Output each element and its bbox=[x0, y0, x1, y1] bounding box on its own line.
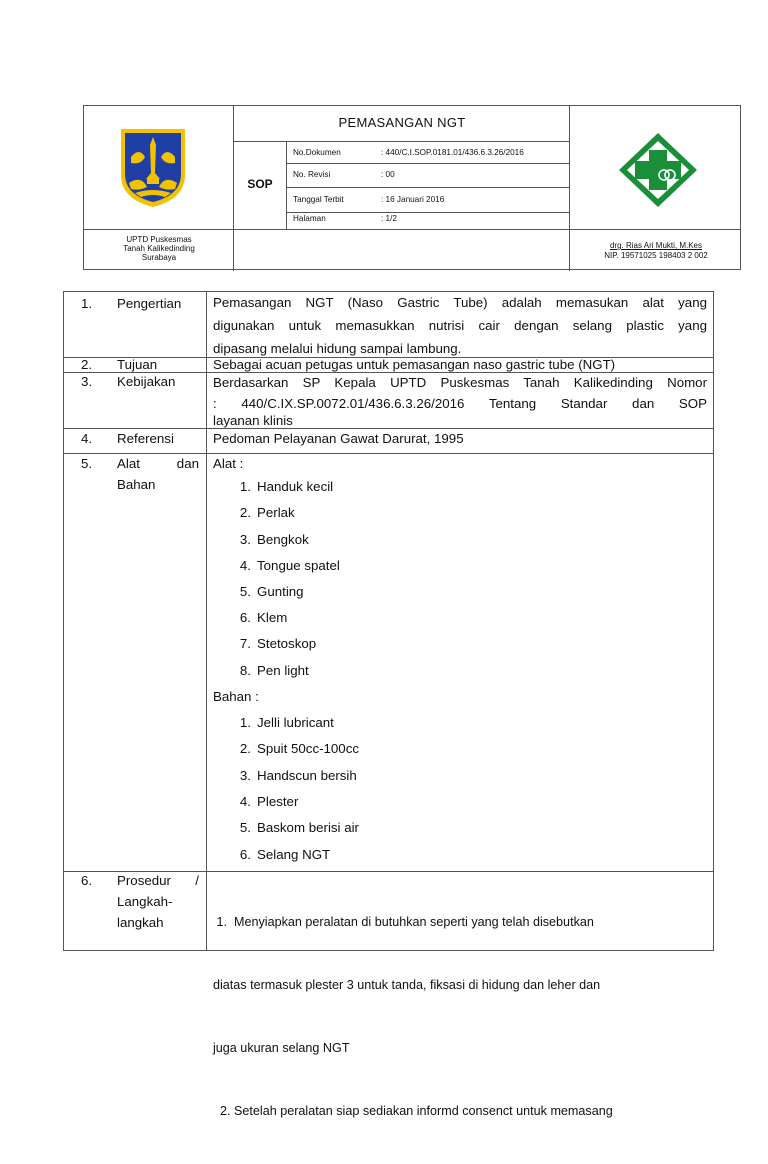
list-number: 5. bbox=[239, 584, 251, 599]
kebijakan-text bbox=[213, 372, 707, 428]
pengertian-text bbox=[213, 291, 707, 360]
row-label-referensi: Referensi bbox=[117, 431, 174, 446]
org-line: Surabaya bbox=[141, 253, 177, 262]
meta-revision bbox=[287, 163, 570, 187]
list-number: 5. bbox=[239, 820, 251, 835]
signer-nip: NIP. 19571025 198403 2 002 bbox=[604, 251, 708, 260]
list-number: 6. bbox=[239, 610, 251, 625]
list-number: 2. bbox=[239, 505, 251, 520]
list-text: Gunting bbox=[257, 584, 304, 599]
signer-block bbox=[570, 241, 742, 261]
list-text: Klem bbox=[257, 610, 288, 625]
text-line: juga ukuran selang NGT bbox=[213, 1041, 350, 1055]
signer-name: drg. Rias Ari Mukti, M.Kes bbox=[609, 241, 703, 250]
list-number: 6. bbox=[239, 847, 251, 862]
row-label-prosedur-line2: Langkah- bbox=[117, 894, 173, 909]
organization-name bbox=[84, 235, 234, 262]
row-label-kebijakan: Kebijakan bbox=[117, 374, 176, 389]
alat-heading: Alat : bbox=[213, 456, 244, 471]
bahan-heading: Bahan : bbox=[213, 689, 259, 704]
list-text: Tongue spatel bbox=[257, 558, 340, 573]
sop-header-table bbox=[83, 105, 741, 270]
prosedur-text bbox=[213, 870, 707, 1164]
row-number: 2. bbox=[81, 357, 93, 372]
row-number: 5. bbox=[81, 456, 93, 471]
list-number: 1. bbox=[239, 479, 251, 494]
meta-label: No.Dokumen bbox=[293, 148, 341, 157]
list-text: Spuit 50cc-100cc bbox=[257, 741, 359, 756]
sop-content-table bbox=[63, 291, 714, 1118]
row-number: 1. bbox=[81, 296, 93, 311]
meta-label: No. Revisi bbox=[293, 170, 331, 179]
meta-value: : 00 bbox=[381, 170, 395, 179]
row-label-tujuan: Tujuan bbox=[117, 357, 158, 372]
list-text: Jelli lubricant bbox=[257, 715, 334, 730]
list-number: 2. bbox=[239, 741, 251, 756]
meta-value: : 1/2 bbox=[381, 214, 397, 223]
text-line: diatas termasuk plester 3 untuk tanda, fiksasi di hidung dan leher dan bbox=[213, 978, 601, 992]
meta-page bbox=[287, 207, 570, 231]
org-line: UPTD Puskesmas bbox=[126, 235, 192, 244]
row-number: 4. bbox=[81, 431, 93, 446]
surabaya-emblem-logo bbox=[117, 127, 189, 209]
row-number: 6. bbox=[81, 873, 93, 888]
row-label-alat-bahan-line1: Alat dan bbox=[117, 456, 199, 471]
meta-label: Halaman bbox=[293, 214, 326, 223]
sop-label: SOP bbox=[247, 177, 273, 191]
text-line: digunakan untuk memasukkan nutrisi cair dengan selang plastic yang bbox=[213, 318, 707, 333]
row-label-prosedur-line1: Prosedur / bbox=[117, 873, 199, 888]
text-line: 2. Setelah peralatan siap sediakan informd consenct untuk memasang bbox=[213, 1104, 613, 1118]
text-line: layanan klinis bbox=[213, 413, 293, 428]
list-text: Stetoskop bbox=[257, 636, 317, 651]
text-line: Pemasangan NGT (Naso Gastric Tube) adalah memasukan alat yang bbox=[213, 295, 707, 310]
list-text: Handuk kecil bbox=[257, 479, 334, 494]
list-number: 7. bbox=[239, 636, 251, 651]
list-number: 3. bbox=[239, 532, 251, 547]
list-text: Handscun bersih bbox=[257, 768, 357, 783]
meta-document-number bbox=[287, 141, 570, 165]
list-text: Selang NGT bbox=[257, 847, 331, 862]
column-divider bbox=[206, 292, 207, 950]
meta-label: Tanggal Terbit bbox=[293, 195, 344, 204]
list-number: 8. bbox=[239, 663, 251, 678]
list-number: 4. bbox=[239, 558, 251, 573]
meta-value: : 440/C.I.SOP.0181.01/436.6.3.26/2016 bbox=[381, 148, 524, 157]
row-label-prosedur-line3: langkah bbox=[117, 915, 164, 930]
row-label-alat-bahan-line2: Bahan bbox=[117, 477, 156, 492]
tujuan-text: Sebagai acuan petugas untuk pemasangan naso gastric tube (NGT) bbox=[213, 357, 616, 372]
list-text: Pen light bbox=[257, 663, 309, 678]
referensi-text: Pedoman Pelayanan Gawat Darurat, 1995 bbox=[213, 431, 464, 446]
text-line: Berdasarkan SP Kepala UPTD Puskesmas Tanah Kalikedinding Nomor bbox=[213, 375, 707, 390]
list-text: Bengkok bbox=[257, 532, 309, 547]
meta-value: : 16 Januari 2016 bbox=[381, 195, 445, 204]
text-line: 1. Menyiapkan peralatan di butuhkan seperti yang telah disebutkan bbox=[213, 915, 594, 929]
list-number: 3. bbox=[239, 768, 251, 783]
org-line: Tanah Kalikedinding bbox=[123, 244, 195, 253]
list-text: Baskom berisi air bbox=[257, 820, 359, 835]
row-label-pengertian: Pengertian bbox=[117, 296, 182, 311]
row-number: 3. bbox=[81, 374, 93, 389]
list-number: 1. bbox=[239, 715, 251, 730]
text-line: dipasang melalui hidung sampai lambung. bbox=[213, 341, 462, 356]
text-line: : 440/C.IX.SP.0072.01/436.6.3.26/2016 Tentang Standar dan SOP bbox=[213, 396, 707, 411]
list-text: Perlak bbox=[257, 505, 295, 520]
list-text: Plester bbox=[257, 794, 299, 809]
puskesmas-logo bbox=[615, 130, 701, 210]
document-title: PEMASANGAN NGT bbox=[338, 115, 466, 130]
list-number: 4. bbox=[239, 794, 251, 809]
